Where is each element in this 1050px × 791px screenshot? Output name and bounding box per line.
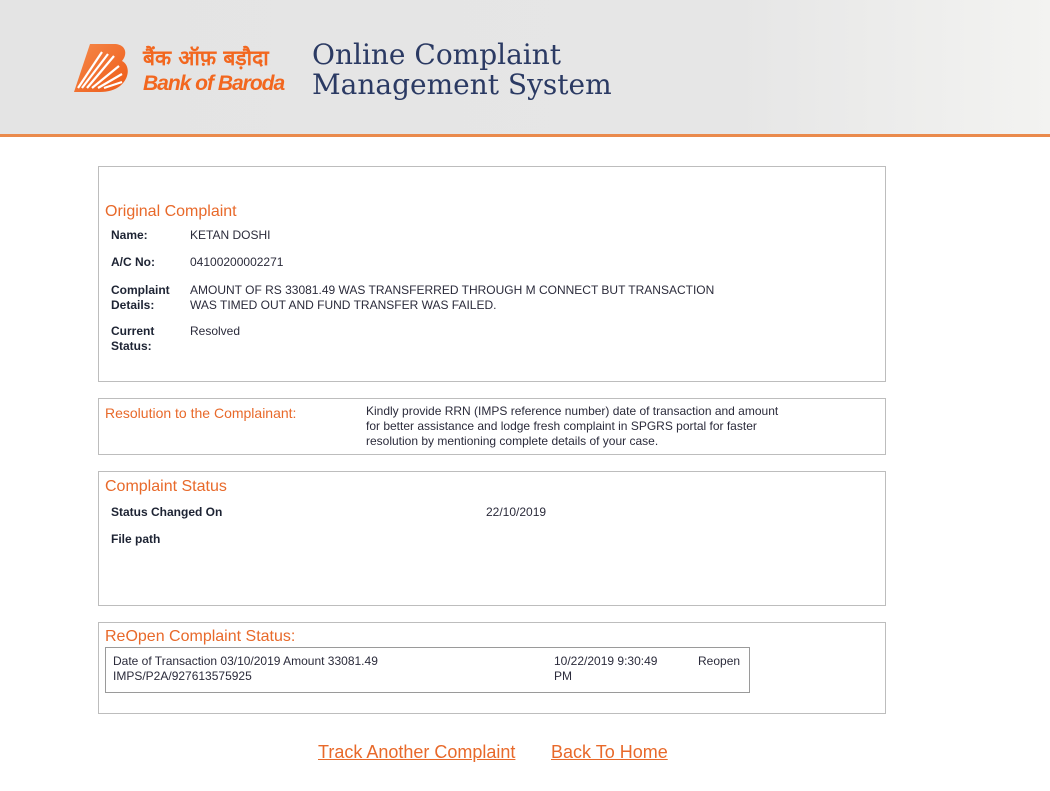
- app-title-line1: Online Complaint: [312, 38, 562, 71]
- reopen-time-line1: 10/22/2019 9:30:49: [554, 654, 658, 668]
- status-changed-value: 22/10/2019: [486, 505, 547, 519]
- original-complaint-panel: [98, 166, 886, 382]
- reopen-action: Reopen: [698, 654, 741, 668]
- section-title-original: Original Complaint: [105, 203, 237, 220]
- status-changed-label: Status Changed On: [111, 505, 223, 519]
- name-label: Name:: [111, 228, 148, 242]
- name-value: KETAN DOSHI: [190, 228, 271, 242]
- reopen-timestamp: [554, 654, 657, 684]
- app-title: [312, 40, 612, 100]
- current-status-label: [111, 324, 154, 354]
- app-title-line2: Management System: [312, 68, 612, 101]
- resolution-line3: resolution by mentioning complete details of your case.: [366, 434, 659, 448]
- track-another-complaint-link[interactable]: Track Another Complaint: [318, 742, 516, 762]
- acno-value: 04100200002271: [190, 255, 284, 269]
- details-value: [190, 283, 714, 313]
- reopen-panel: [98, 622, 886, 714]
- section-title-status: Complaint Status: [105, 478, 227, 495]
- details-label-line2: Details:: [111, 298, 155, 312]
- reopen-entry: [105, 647, 750, 693]
- reopen-desc-line2: IMPS/P2A/927613575925: [113, 669, 252, 683]
- details-label-line1: Complaint: [111, 283, 170, 297]
- resolution-line2: for better assistance and lodge fresh complaint in SPGRS portal for faster: [366, 419, 757, 433]
- status-label-line1: Current: [111, 324, 155, 338]
- page-header: [0, 0, 1050, 134]
- reopen-time-line2: PM: [554, 669, 572, 683]
- details-label: [111, 283, 170, 313]
- reopen-description: [113, 654, 378, 684]
- back-to-home-link[interactable]: Back To Home: [551, 742, 668, 762]
- resolution-line1: Kindly provide RRN (IMPS reference number) date of transaction and amount: [366, 404, 779, 418]
- resolution-panel: [98, 398, 886, 455]
- details-line1: AMOUNT OF RS 33081.49 WAS TRANSFERRED THROUGH M CONNECT BUT TRANSACTION: [190, 283, 715, 297]
- current-status-value: Resolved: [190, 324, 241, 338]
- section-title-reopen: ReOpen Complaint Status:: [105, 628, 296, 645]
- complaint-status-panel: [98, 471, 886, 606]
- status-label-line2: Status:: [111, 339, 152, 353]
- bank-of-baroda-logo-icon: [72, 42, 132, 94]
- logo-english-text: Bank of Baroda: [143, 72, 285, 95]
- reopen-desc-line1: Date of Transaction 03/10/2019 Amount 33081.49: [113, 654, 378, 668]
- resolution-title: Resolution to the Complainant:: [105, 405, 297, 421]
- logo-hindi-text: बैंक ऑफ़ बड़ौदा: [143, 46, 269, 70]
- acno-label: A/C No:: [111, 255, 155, 269]
- resolution-text: [366, 404, 778, 449]
- details-line2: WAS TIMED OUT AND FUND TRANSFER WAS FAILED.: [190, 298, 497, 312]
- header-divider: [0, 134, 1050, 137]
- file-path-label: File path: [111, 532, 161, 546]
